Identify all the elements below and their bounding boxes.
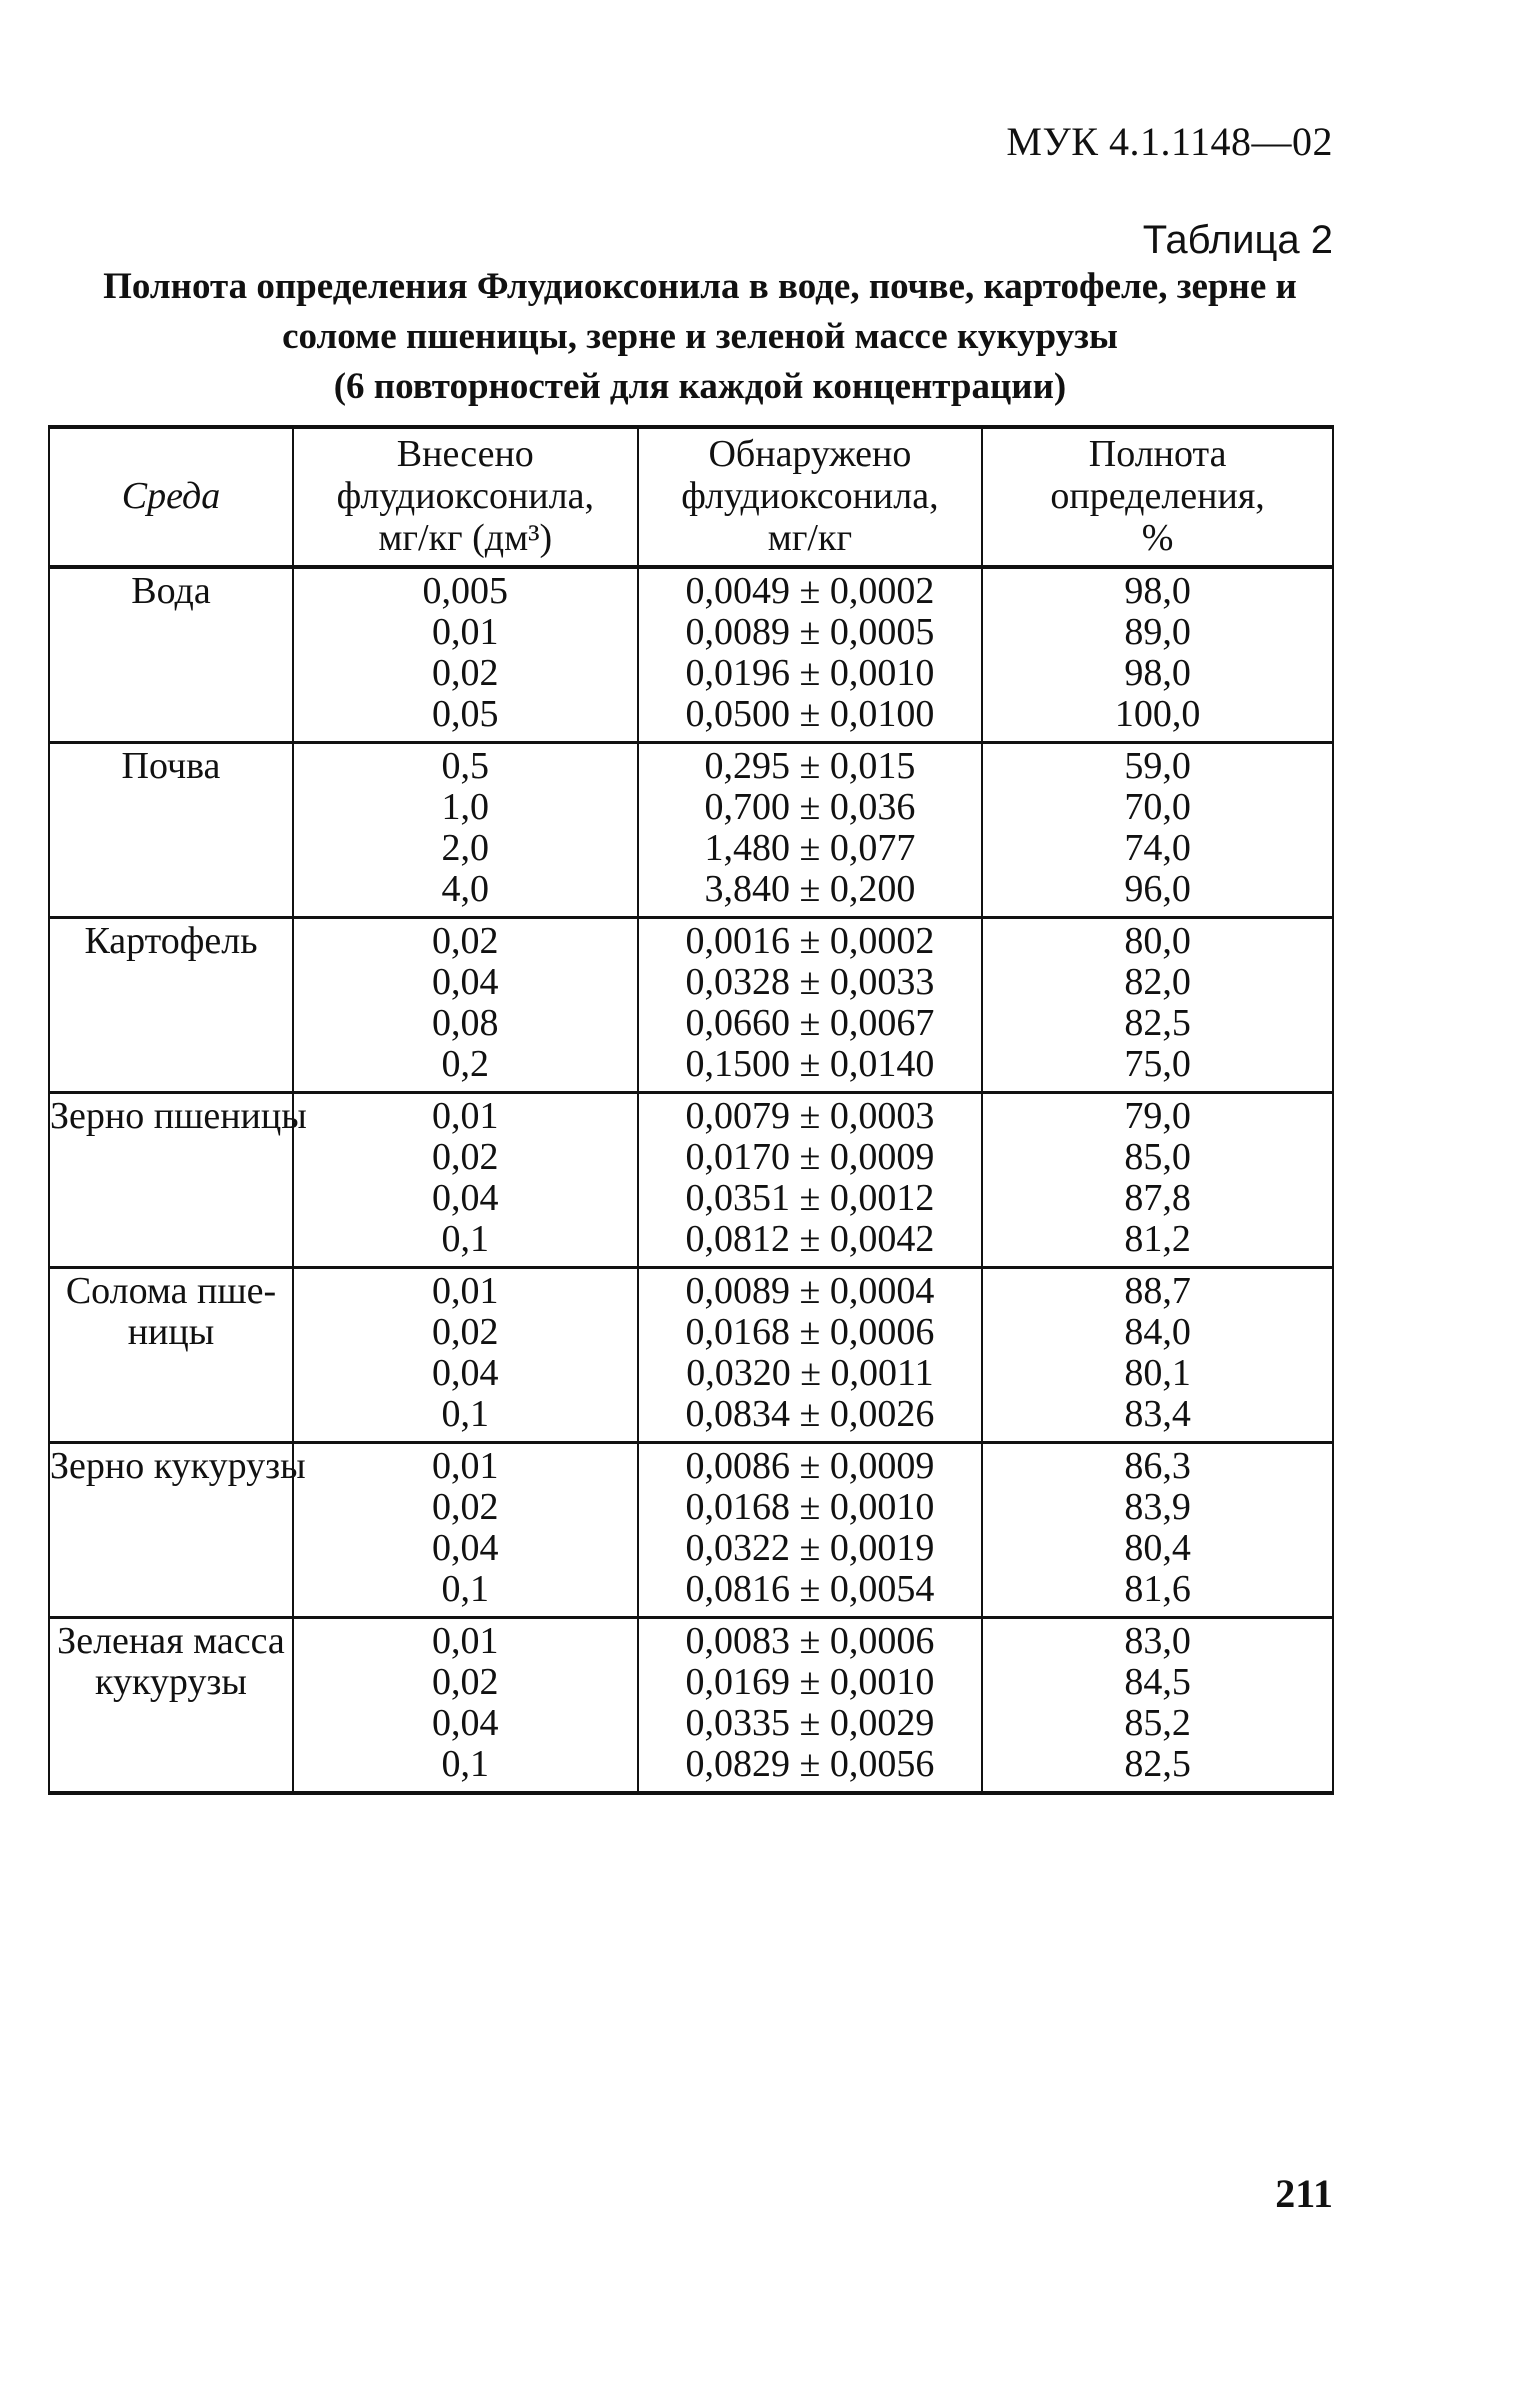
found-cell <box>638 1268 983 1443</box>
table-row <box>49 567 1333 743</box>
added-cell-value: 0,01 <box>432 611 499 653</box>
found-cell-value: 0,0169 ± 0,0010 <box>685 1661 935 1703</box>
completeness-cell-value: 79,0 <box>1124 1095 1191 1137</box>
table-row <box>49 1268 1333 1443</box>
completeness-cell-value: 88,7 <box>1124 1270 1191 1312</box>
title-line-2: соломе пшеницы, зерне и зеленой массе кукурузы <box>282 316 1118 357</box>
title-line-3: (6 повторностей для каждой концентрации) <box>333 366 1067 407</box>
completeness-cell-value: 80,0 <box>1124 920 1191 962</box>
completeness-cell <box>982 1618 1333 1794</box>
completeness-cell-value: 98,0 <box>1124 652 1191 694</box>
completeness-cell-value: 84,5 <box>1124 1661 1191 1703</box>
found-cell-value: 0,0351 ± 0,0012 <box>685 1177 935 1219</box>
added-cell-value: 0,02 <box>432 1311 499 1353</box>
header-completeness <box>982 427 1333 567</box>
added-cell-value: 0,01 <box>432 1620 499 1662</box>
found-cell-value: 0,0812 ± 0,0042 <box>685 1218 935 1260</box>
header-completeness-line-1: Полнота <box>1088 433 1227 475</box>
added-cell-value: 0,05 <box>432 693 499 735</box>
added-cell-value: 0,04 <box>432 1527 499 1569</box>
completeness-cell <box>982 1268 1333 1443</box>
added-cell-value: 2,0 <box>441 827 490 869</box>
added-cell-value: 0,01 <box>432 1095 499 1137</box>
completeness-cell <box>982 567 1333 743</box>
environment-cell-value: Вода <box>131 570 211 612</box>
added-cell-value: 0,02 <box>432 1661 499 1703</box>
found-cell-value: 0,0320 ± 0,0011 <box>686 1352 934 1394</box>
table-row <box>49 918 1333 1093</box>
environment-cell-value: Почва <box>121 745 221 787</box>
completeness-cell <box>982 743 1333 918</box>
added-cell <box>293 1093 638 1268</box>
environment-cell-value: Солома пше- <box>65 1270 277 1312</box>
table-title <box>60 262 1340 412</box>
added-cell-value: 0,1 <box>441 1743 490 1785</box>
document-code: МУК 4.1.1148—02 <box>1006 119 1333 164</box>
added-cell-value: 0,04 <box>432 1352 499 1394</box>
table-row <box>49 1443 1333 1618</box>
environment-cell <box>49 1618 293 1794</box>
found-cell-value: 0,0168 ± 0,0006 <box>685 1311 935 1353</box>
added-cell <box>293 743 638 918</box>
found-cell <box>638 1093 983 1268</box>
found-cell-value: 0,0196 ± 0,0010 <box>685 652 935 694</box>
found-cell-value: 3,840 ± 0,200 <box>704 868 916 910</box>
completeness-cell-value: 86,3 <box>1124 1445 1191 1487</box>
environment-cell-value: Картофель <box>84 920 258 962</box>
completeness-cell-value: 82,5 <box>1124 1743 1191 1785</box>
header-added-line-1: Внесено <box>396 433 534 475</box>
found-cell <box>638 918 983 1093</box>
completeness-cell-value: 98,0 <box>1124 570 1191 612</box>
environment-cell <box>49 567 293 743</box>
environment-cell <box>49 1268 293 1443</box>
added-cell-value: 0,01 <box>432 1270 499 1312</box>
found-cell-value: 0,0016 ± 0,0002 <box>685 920 935 962</box>
completeness-cell-value: 82,0 <box>1124 961 1191 1003</box>
title-line-1: Полнота определения Флудиоксонила в воде, почве, картофеле, зерне и <box>103 266 1297 307</box>
added-cell-value: 0,01 <box>432 1445 499 1487</box>
table-body <box>49 567 1333 1793</box>
found-cell <box>638 1443 983 1618</box>
header-added-line-2: флудиоксонила, <box>336 475 594 517</box>
completeness-cell-value: 85,2 <box>1124 1702 1191 1744</box>
environment-cell <box>49 743 293 918</box>
table-header-row <box>49 427 1333 567</box>
completeness-cell-value: 83,4 <box>1124 1393 1191 1435</box>
found-cell-value: 0,0168 ± 0,0010 <box>685 1486 935 1528</box>
completeness-cell-value: 70,0 <box>1124 786 1191 828</box>
environment-cell <box>49 1443 306 1618</box>
added-cell-value: 0,02 <box>432 652 499 694</box>
table-row <box>49 743 1333 918</box>
added-cell-value: 0,02 <box>432 920 499 962</box>
added-cell-value: 0,02 <box>432 1136 499 1178</box>
completeness-cell-value: 85,0 <box>1124 1136 1191 1178</box>
header-added <box>293 427 638 567</box>
table-row <box>49 1618 1333 1794</box>
completeness-cell-value: 80,4 <box>1124 1527 1191 1569</box>
found-cell-value: 0,0170 ± 0,0009 <box>685 1136 935 1178</box>
completeness-cell-value: 89,0 <box>1124 611 1191 653</box>
environment-cell-value: Зерно кукурузы <box>50 1445 306 1487</box>
completeness-cell-value: 75,0 <box>1124 1043 1191 1085</box>
found-cell-value: 0,0816 ± 0,0054 <box>685 1568 935 1610</box>
completeness-cell <box>982 1443 1333 1618</box>
completeness-cell <box>982 1093 1333 1268</box>
added-cell-value: 0,1 <box>441 1568 490 1610</box>
found-cell-value: 0,0086 ± 0,0009 <box>685 1445 935 1487</box>
completeness-cell-value: 83,9 <box>1124 1486 1191 1528</box>
completeness-cell-value: 82,5 <box>1124 1002 1191 1044</box>
found-cell <box>638 743 983 918</box>
header-completeness-line-2: определения, <box>1050 475 1265 517</box>
header-found-line-3: мг/кг <box>767 517 853 559</box>
found-cell-value: 0,0834 ± 0,0026 <box>685 1393 935 1435</box>
added-cell <box>293 1268 638 1443</box>
table-row <box>49 1093 1333 1268</box>
found-cell-value: 0,0079 ± 0,0003 <box>685 1095 935 1137</box>
header-found-line-1: Обнаружено <box>708 433 912 475</box>
completeness-cell-value: 81,6 <box>1124 1568 1191 1610</box>
added-cell-value: 0,04 <box>432 961 499 1003</box>
completeness-cell-value: 100,0 <box>1114 693 1201 735</box>
found-cell <box>638 567 983 743</box>
added-cell-value: 0,005 <box>422 570 509 612</box>
added-cell-value: 0,1 <box>441 1393 490 1435</box>
found-cell-value: 0,0322 ± 0,0019 <box>685 1527 935 1569</box>
added-cell <box>293 918 638 1093</box>
completeness-cell-value: 87,8 <box>1124 1177 1191 1219</box>
completeness-cell <box>982 918 1333 1093</box>
added-cell <box>293 1443 638 1618</box>
found-cell-value: 1,480 ± 0,077 <box>704 827 916 869</box>
added-cell-value: 1,0 <box>441 786 490 828</box>
found-cell-value: 0,0089 ± 0,0004 <box>685 1270 935 1312</box>
environment-cell-value: кукурузы <box>95 1661 247 1703</box>
environment-cell-value: Зеленая масса <box>57 1620 285 1662</box>
added-cell-value: 0,08 <box>432 1002 499 1044</box>
environment-cell <box>49 918 293 1093</box>
page-number: 211 <box>1275 2171 1333 2216</box>
found-cell-value: 0,1500 ± 0,0140 <box>685 1043 935 1085</box>
completeness-cell-value: 96,0 <box>1124 868 1191 910</box>
environment-cell-value: ницы <box>127 1311 215 1353</box>
found-cell-value: 0,0328 ± 0,0033 <box>685 961 935 1003</box>
found-cell <box>638 1618 983 1794</box>
completeness-table <box>48 425 1334 1795</box>
added-cell-value: 0,2 <box>441 1043 490 1085</box>
added-cell <box>293 1618 638 1794</box>
header-completeness-line-3: % <box>1141 517 1174 559</box>
environment-cell <box>49 1093 307 1268</box>
environment-cell-value: Зерно пшеницы <box>50 1095 307 1137</box>
added-cell-value: 0,04 <box>432 1177 499 1219</box>
found-cell-value: 0,0335 ± 0,0029 <box>685 1702 935 1744</box>
completeness-cell-value: 83,0 <box>1124 1620 1191 1662</box>
found-cell-value: 0,0500 ± 0,0100 <box>685 693 935 735</box>
completeness-cell-value: 59,0 <box>1124 745 1191 787</box>
header-environment: Среда <box>49 427 293 567</box>
added-cell-value: 0,04 <box>432 1702 499 1744</box>
header-added-line-3: мг/кг (дм³) <box>378 517 553 559</box>
found-cell-value: 0,0083 ± 0,0006 <box>685 1620 935 1662</box>
added-cell-value: 0,5 <box>441 745 490 787</box>
found-cell-value: 0,0049 ± 0,0002 <box>685 570 935 612</box>
added-cell-value: 4,0 <box>441 868 490 910</box>
found-cell-value: 0,295 ± 0,015 <box>704 745 916 787</box>
added-cell-value: 0,1 <box>441 1218 490 1260</box>
header-found <box>638 427 983 567</box>
found-cell-value: 0,0089 ± 0,0005 <box>685 611 935 653</box>
found-cell-value: 0,0829 ± 0,0056 <box>685 1743 935 1785</box>
completeness-cell-value: 74,0 <box>1124 827 1191 869</box>
table-label: Таблица 2 <box>1142 218 1333 262</box>
added-cell-value: 0,02 <box>432 1486 499 1528</box>
completeness-cell-value: 81,2 <box>1124 1218 1191 1260</box>
added-cell <box>293 567 638 743</box>
found-cell-value: 0,700 ± 0,036 <box>704 786 916 828</box>
completeness-cell-value: 80,1 <box>1124 1352 1191 1394</box>
found-cell-value: 0,0660 ± 0,0067 <box>685 1002 935 1044</box>
header-found-line-2: флудиоксонила, <box>681 475 939 517</box>
completeness-cell-value: 84,0 <box>1124 1311 1191 1353</box>
